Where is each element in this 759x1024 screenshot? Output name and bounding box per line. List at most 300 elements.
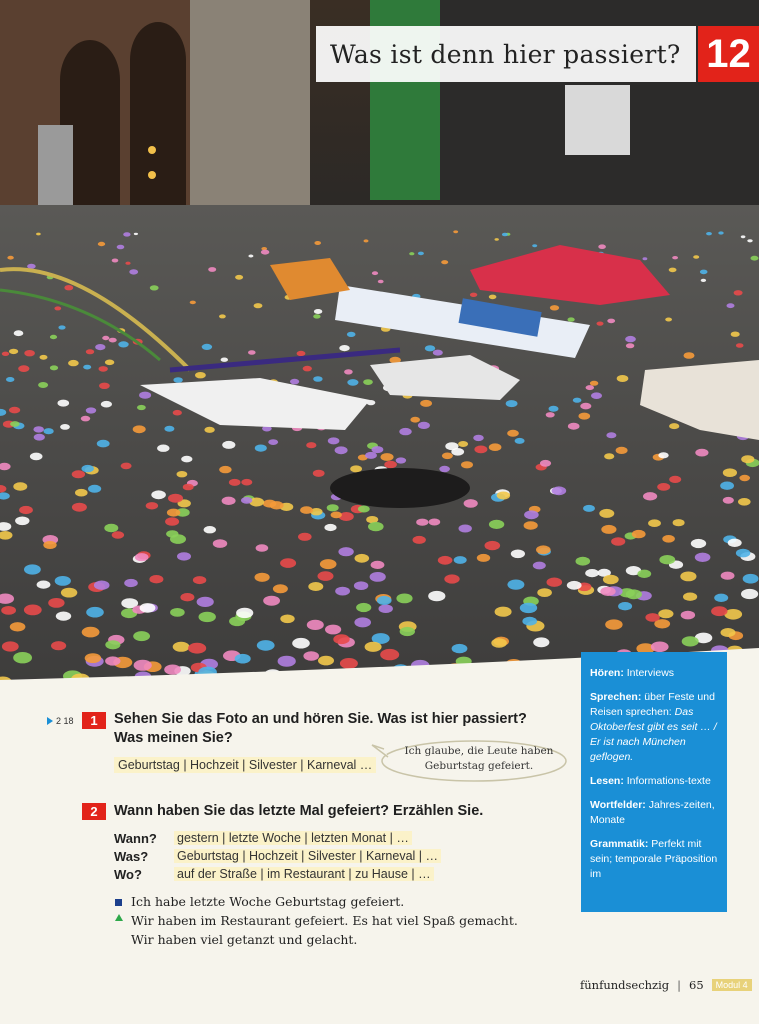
confetti-piece [273,584,288,593]
confetti-piece [318,571,334,581]
confetti-piece [7,256,13,260]
confetti-piece [292,638,310,649]
confetti-piece [261,250,269,255]
confetti-piece [477,554,490,562]
confetti-piece [105,360,114,366]
confetti-piece [24,605,42,616]
confetti-piece [24,564,41,574]
confetti-piece [236,608,253,618]
confetti-piece [15,517,29,526]
confetti-piece [576,557,591,566]
confetti-piece [333,634,349,644]
confetti-piece [151,490,166,499]
confetti-piece [166,530,178,537]
confetti-piece [356,603,371,612]
confetti-piece [743,574,759,584]
confetti-piece [94,581,110,590]
goal-hoeren: Hören: Interviews [590,667,675,679]
confetti-piece [339,345,349,351]
confetti-piece [691,539,706,548]
confetti-piece [82,465,94,472]
confetti-piece [739,475,750,481]
confetti-piece [229,479,241,486]
confetti-piece [43,541,56,549]
confetti-piece [102,336,109,340]
confetti-piece [364,239,369,242]
confetti-piece [485,541,501,550]
confetti-piece [617,375,629,382]
confetti-piece [409,252,414,255]
confetti-piece [567,581,582,590]
confetti-piece [235,275,243,280]
confetti-piece [377,596,392,605]
confetti-piece [723,497,734,504]
confetti-piece [86,607,104,618]
confetti-piece [418,422,430,429]
confetti-piece [418,252,424,256]
confetti-piece [515,438,525,444]
confetti-piece [204,427,214,433]
confetti-piece [112,531,124,538]
confetti-piece [133,631,150,641]
confetti-piece [306,442,316,448]
confetti-piece [204,526,216,533]
confetti-piece [99,383,110,389]
confetti-piece [718,231,723,234]
confetti-piece [511,550,525,559]
confetti-piece [335,446,348,454]
confetti-piece [139,392,151,399]
confetti-piece [365,452,377,459]
confetti-piece [741,235,746,238]
confetti-piece [164,426,174,432]
confetti-piece [736,343,744,348]
confetti-piece [180,593,194,601]
confetti-piece [441,260,448,264]
confetti-piece [55,576,71,586]
confetti-piece [13,482,27,490]
confetti-piece [38,382,48,388]
confetti-piece [682,636,699,646]
confetti-piece [219,466,231,473]
confetti-piece [540,460,551,467]
confetti-piece [44,428,54,434]
confetti-piece [533,562,546,570]
confetti-piece [439,466,450,472]
confetti-piece [255,445,267,452]
confetti-piece [695,553,711,562]
confetti-piece [459,525,472,533]
answer-line-2: Wir haben im Restaurant gefeiert. Es hat viel Spaß gemacht. [131,913,518,928]
confetti-piece [396,457,406,463]
confetti-piece [747,239,752,242]
confetti-piece [344,369,353,374]
exercise-1-instruction: Sehen Sie das Foto an und hören Sie. Was ist hier passiert? Was meinen Sie? [114,711,527,746]
confetti-piece [118,341,128,347]
speech-bubble-text: Ich glaube, die Leute haben Geburtstag gefeiert. [404,745,554,772]
confetti-piece [601,525,616,534]
confetti-piece [706,232,712,235]
confetti-piece [734,290,743,295]
confetti-piece [125,262,130,265]
confetti-piece [520,603,537,613]
question-wann-label: Wann? [114,831,157,846]
confetti-piece [331,512,342,519]
confetti-piece [137,405,146,410]
confetti-piece [213,539,227,548]
confetti-piece [255,573,270,582]
confetti-piece [24,350,35,356]
confetti-piece [221,358,228,362]
confetti-piece [400,627,415,636]
confetti-piece [101,401,112,408]
confetti-piece [117,245,125,250]
confetti-piece [320,559,337,569]
confetti-piece [533,637,549,647]
confetti-piece [626,343,634,348]
confetti-piece [502,233,508,237]
confetti-piece [580,403,591,410]
confetti-piece [626,589,642,599]
confetti-piece [741,455,754,463]
confetti-piece [83,365,91,370]
confetti-piece [134,233,138,235]
goal-lesen: Lesen: Informations-texte [590,775,711,787]
confetti-piece [314,309,322,314]
confetti-piece [1,606,16,615]
confetti-piece [197,597,214,607]
confetti-piece [88,485,101,493]
confetti-piece [30,453,43,461]
confetti-piece [193,576,206,584]
confetti-piece [586,385,594,390]
footer-separator: | [677,978,682,992]
confetti-piece [371,561,385,569]
goal-grammatik: Grammatik: Perfekt mit sein; temporale Präposition im [590,838,718,880]
confetti-piece [270,501,284,509]
play-icon [47,717,53,725]
confetti-piece [300,506,313,514]
confetti-piece [669,423,679,429]
confetti-piece [379,604,393,613]
confetti-piece [168,494,183,503]
question-was-label: Was? [114,849,149,864]
confetti-piece [327,504,339,511]
confetti-piece [355,554,370,563]
confetti-piece [648,519,661,527]
green-triangle-icon [115,914,123,921]
confetti-piece [48,598,64,608]
learning-goals-box [581,652,727,912]
confetti-piece [303,366,312,372]
confetti-piece [72,503,87,512]
confetti-piece [129,269,138,274]
confetti-piece [736,549,750,558]
page-title: Was ist denn hier passiert? [330,39,681,69]
confetti-piece [56,612,71,621]
confetti-piece [68,360,79,366]
confetti-piece [307,620,324,630]
confetti-piece [358,506,370,513]
confetti-piece [10,421,20,427]
confetti-piece [314,241,321,245]
confetti-piece [433,350,443,356]
confetti-piece [727,303,735,308]
confetti-piece [579,413,591,420]
question-was-values: Geburtstag | Hochzeit | Silvester | Karneval | … [174,849,441,863]
confetti-piece [680,572,696,582]
confetti-piece [721,572,735,580]
confetti-piece [591,392,602,399]
confetti-piece [354,617,371,627]
confetti-piece [183,484,194,491]
confetti-piece [632,530,646,538]
confetti-piece [37,581,51,589]
confetti-piece [507,580,524,590]
confetti-piece [50,335,57,339]
confetti-piece [190,301,196,305]
confetti-piece [495,607,512,617]
confetti-piece [298,533,312,541]
confetti-piece [491,638,507,647]
confetti-piece [268,439,278,445]
confetti-piece [181,456,192,463]
confetti-piece [280,615,294,624]
confetti-piece [536,545,551,554]
confetti-piece [458,441,468,447]
confetti-piece [721,628,736,637]
confetti-piece [723,468,737,477]
confetti-piece [2,352,9,356]
confetti-piece [599,509,614,518]
confetti-piece [532,244,537,247]
confetti-piece [547,578,563,587]
exercise-2-instruction: Wann haben Sie das letzte Mal gefeiert? Erzählen Sie. [114,803,484,819]
confetti-piece [568,317,575,321]
confetti-piece [701,279,706,282]
confetti-piece [104,524,118,532]
confetti-piece [684,352,695,359]
confetti-piece [497,492,510,500]
confetti-piece [140,603,156,613]
confetti-piece [425,345,435,351]
confetti-piece [693,255,699,259]
confetti-piece [597,322,604,326]
confetti-piece [9,349,18,354]
confetti-piece [121,463,132,470]
page-footer [580,978,752,992]
audio-track-marker[interactable]: 2 18 [47,716,74,726]
confetti-piece [241,497,252,504]
confetti-piece [372,271,378,275]
confetti-piece [95,344,105,350]
confetti-piece [645,613,659,622]
page-number-words: fünfundsechzig [580,978,670,992]
exercise-1-options: Geburtstag | Hochzeit | Silvester | Karneval … [114,757,376,773]
confetti-piece [40,355,48,360]
confetti-piece [313,470,325,477]
confetti-piece [489,443,502,451]
confetti-piece [573,398,582,403]
confetti-piece [241,479,252,486]
confetti-piece [506,400,518,407]
confetti-piece [280,558,296,568]
confetti-piece [123,232,130,236]
confetti-piece [659,555,675,564]
answer-line-3: Wir haben viel getanzt und gelacht. [131,932,358,947]
confetti-piece [195,372,206,378]
confetti-piece [552,486,567,495]
confetti-piece [537,588,552,597]
confetti-piece [669,476,681,483]
confetti-piece [658,609,673,618]
confetti-piece [248,350,256,355]
confetti-piece [338,547,353,556]
confetti-piece [75,489,88,497]
confetti-piece [524,510,539,519]
confetti-piece [347,332,356,337]
confetti-piece [157,445,169,452]
confetti-piece [445,442,458,450]
confetti-piece [598,244,606,249]
confetti-piece [673,519,685,526]
confetti-piece [370,572,386,582]
confetti-piece [738,498,751,506]
exercise-2-number: 2 [82,803,106,820]
confetti-piece [416,519,428,526]
title-banner [316,26,696,82]
confetti-piece [167,509,180,517]
question-wo-values: auf der Straße | im Restaurant | zu Hause | … [174,867,434,881]
confetti-piece [248,255,253,258]
confetti-piece [97,440,110,448]
confetti-piece [313,376,322,382]
confetti-piece [607,319,615,324]
confetti-piece [325,625,341,635]
confetti-piece [489,520,504,529]
module-tag: Modul 4 [712,979,752,991]
confetti-piece [6,377,14,382]
confetti-piece [522,617,537,626]
confetti-piece [254,303,263,308]
confetti-piece [604,453,614,459]
confetti-piece [657,483,670,491]
blue-square-icon [115,899,122,906]
confetti-piece [643,257,648,260]
confetti-piece [86,349,94,354]
confetti-piece [9,407,20,414]
confetti-piece [507,430,519,437]
confetti-piece [290,379,299,385]
confetti-piece [177,552,191,560]
confetti-piece [368,522,384,531]
confetti-piece [350,465,362,472]
confetti-piece [98,242,105,246]
confetti-piece [711,606,727,616]
confetti-piece [600,587,615,596]
confetti-piece [112,259,119,263]
confetti-piece [625,336,636,342]
confetti-piece [146,502,158,509]
confetti-piece [585,569,599,577]
confetti-piece [60,424,70,430]
confetti-piece [335,587,350,596]
confetti-piece [665,318,672,322]
page-number: 65 [689,978,704,992]
confetti-piece [453,230,458,233]
confetti-piece [444,574,459,583]
confetti-piece [199,612,216,622]
confetti-piece [14,330,24,336]
confetti-piece [99,366,108,372]
confetti-piece [464,499,478,508]
confetti-piece [590,381,598,386]
confetti-piece [473,435,484,441]
confetti-piece [61,588,77,598]
confetti-piece [54,306,61,310]
confetti-piece [428,591,445,601]
confetti-piece [669,268,677,273]
confetti-piece [36,233,41,236]
confetti-piece [714,594,728,602]
confetti-piece [410,417,420,423]
confetti-piece [731,332,740,337]
confetti-piece [672,256,678,259]
confetti-piece [616,447,628,454]
confetti-piece [461,461,473,468]
confetti-piece [583,505,595,512]
confetti-piece [549,406,559,412]
confetti-piece [363,379,373,385]
confetti-piece [173,410,182,416]
confetti-piece [18,365,29,372]
confetti-piece [603,575,619,584]
confetti-piece [524,521,538,529]
confetti-piece [568,423,580,430]
confetti-piece [256,544,269,552]
confetti-piece [165,517,179,525]
confetti-piece [720,482,734,490]
confetti-piece [700,270,708,275]
confetti-piece [474,446,487,454]
confetti-piece [681,611,695,620]
confetti-piece [489,295,497,300]
confetti-piece [19,506,33,514]
confetti-piece [34,434,45,441]
confetti-piece [297,351,306,356]
confetti-piece [372,446,384,453]
confetti-piece [124,579,138,587]
confetti-piece [470,293,477,297]
confetti-piece [546,412,555,417]
confetti-piece [396,594,412,604]
answer-line-1: Ich habe letzte Woche Geburtstag gefeiert. [131,894,405,909]
confetti-piece [81,416,90,422]
confetti-piece [222,441,235,449]
confetti-piece [354,581,368,590]
confetti-piece [173,377,182,383]
confetti-piece [72,470,85,478]
confetti-piece [58,325,65,329]
confetti-piece [637,570,651,578]
confetti-piece [384,461,397,469]
confetti-piece [150,285,159,290]
confetti-piece [82,627,100,638]
confetti-piece [741,589,758,599]
confetti-piece [438,556,453,565]
chapter-number-badge: 12 [698,26,759,82]
confetti-piece [308,582,323,591]
